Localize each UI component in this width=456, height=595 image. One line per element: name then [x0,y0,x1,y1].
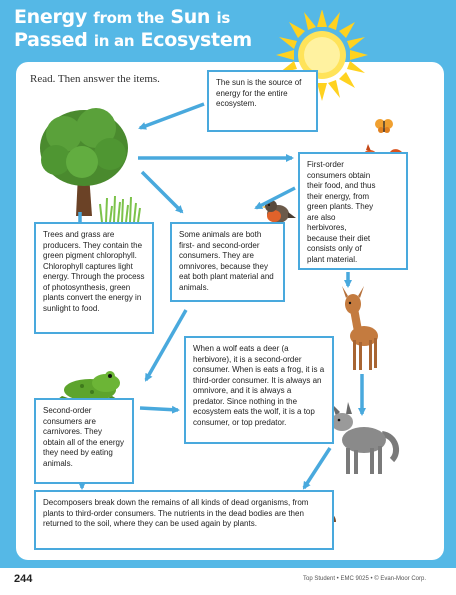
second-order-consumers-box [34,398,134,484]
omnivores-box [170,222,285,302]
title-word-energy: Energy [14,6,87,28]
omnivores-box-text: Some animals are both first- and second-order consumers. They are omnivores, because they eat both plant material and animals. [179,230,274,292]
instructions-text: Read. Then answer the items. [30,73,160,85]
wolf-box [184,336,334,444]
title-word-passed: Passed [14,29,88,51]
title-word-is: is [216,9,230,27]
first-order-consumers-box [298,152,408,270]
first-order-consumers-box-text: First-order consumers obtain their food, and thus their energy, from green plants. They are also herbivores, because their diet consists only of plant material. [307,160,376,264]
producers-box-text: Trees and grass are producers. They contain the green pigment chlorophyll. Chlorophyll captures light energy. Through the process of photosynthesis, green plants convert the energy in sunlight to food. [43,230,145,313]
wolf-box-text: When a wolf eats a deer (a herbivore), it is a second-order consumer. When is eats a frog, it is a third-order consumer. It is always an omnivore, and it is always a predator. Since nothing in the ecosystem eats the wolf, it is a top consumer, or top predator. [193,344,325,427]
title-word-from-the: from the [93,9,164,27]
second-order-consumers-box-text: Second-order consumers are carnivores. They obtain all of the energy they need by eating animals. [43,406,124,468]
decomposers-box-text: Decomposers break down the remains of all kinds of dead organisms, from plants to third-order consumers. The nutrients in the dead bodies are then returned to the soil, where they can be used again by plants. [43,498,309,528]
title-word-in-an: in an [93,32,135,50]
publisher-credit: Top Student • EMC 9025 • © Evan-Moor Corp. [302,576,426,582]
sun-box [207,70,318,132]
page-number: 244 [14,573,33,585]
producers-box [34,222,154,334]
title-word-ecosystem: Ecosystem [140,29,252,51]
title-word-sun: Sun [170,6,211,28]
sun-box-text: The sun is the source of energy for the entire ecosystem. [216,78,302,108]
decomposers-box [34,490,334,550]
